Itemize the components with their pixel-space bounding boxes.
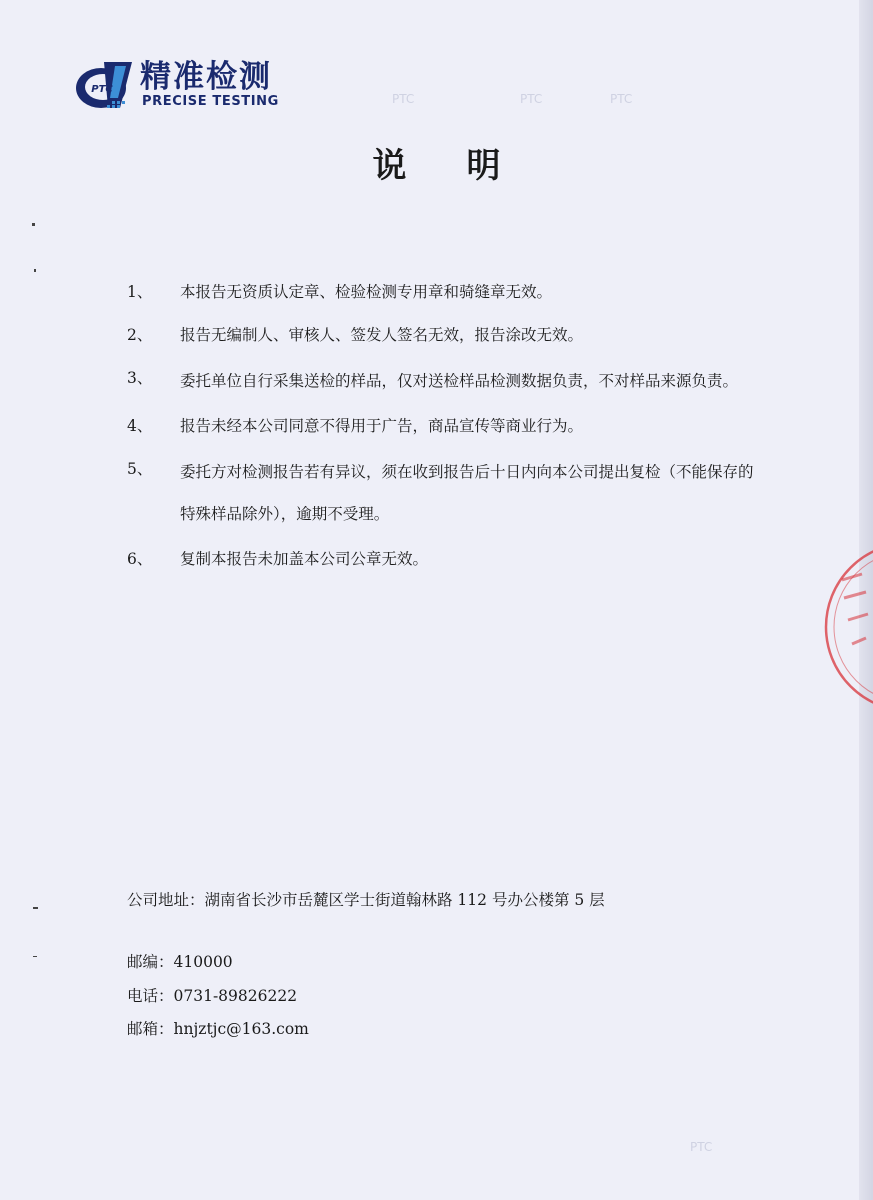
notice-item (127, 541, 767, 578)
notice-list (127, 274, 767, 578)
logo-name-en: PRECISE TESTING (142, 94, 279, 109)
notice-item (127, 274, 767, 311)
notice-text: 报告无编制人、审核人、签发人签名无效，报告涂改无效。 (180, 326, 584, 344)
notice-item (127, 408, 767, 445)
company-address: 公司地址：湖南省长沙市岳麓区学士街道翰林路 112 号办公楼第 5 层 (127, 891, 605, 909)
watermark: PTC (690, 1140, 713, 1154)
watermark: PTC (610, 92, 633, 106)
notice-text: 委托单位自行采集送检的样品，仅对送检样品检测数据负责，不对样品来源负责。 (180, 372, 739, 390)
scan-speck (33, 956, 37, 957)
logo-name-cn: 精准检测 (140, 59, 272, 95)
watermark: PTC (520, 92, 543, 106)
notice-text: 本报告无资质认定章、检验检测专用章和骑缝章无效。 (180, 283, 553, 301)
watermark: PTC (392, 92, 415, 106)
ptc-logo-icon (74, 58, 136, 114)
scan-speck (32, 223, 35, 226)
notice-number: 3、 (127, 369, 153, 387)
notice-number: 6、 (127, 550, 153, 568)
phone-number: 电话：0731-89826222 (127, 987, 298, 1005)
notice-number: 2、 (127, 326, 153, 344)
notice-item (127, 451, 767, 535)
email-address: 邮箱：hnjztjc@163.com (127, 1020, 309, 1038)
notice-text: 委托方对检测报告若有异议，须在收到报告后十日内向本公司提出复检（不能保存的特殊样品除外），逾期不受理。 (180, 463, 754, 523)
notice-item (127, 360, 767, 402)
red-seal-stamp-icon (822, 540, 873, 715)
notice-text: 复制本报告未加盖本公司公章无效。 (180, 550, 429, 568)
company-logo (74, 58, 294, 118)
notice-text: 报告未经本公司同意不得用于广告，商品宣传等商业行为。 (180, 417, 584, 435)
logo-badge-text: PTC (91, 84, 113, 95)
notice-number: 1、 (127, 283, 153, 301)
notice-number: 4、 (127, 417, 153, 435)
page-title: 说明 (372, 146, 561, 186)
scan-speck (33, 907, 38, 909)
notice-number: 5、 (127, 460, 153, 478)
scan-speck (34, 269, 36, 272)
postal-code: 邮编：410000 (127, 953, 233, 971)
notice-item (127, 317, 767, 354)
